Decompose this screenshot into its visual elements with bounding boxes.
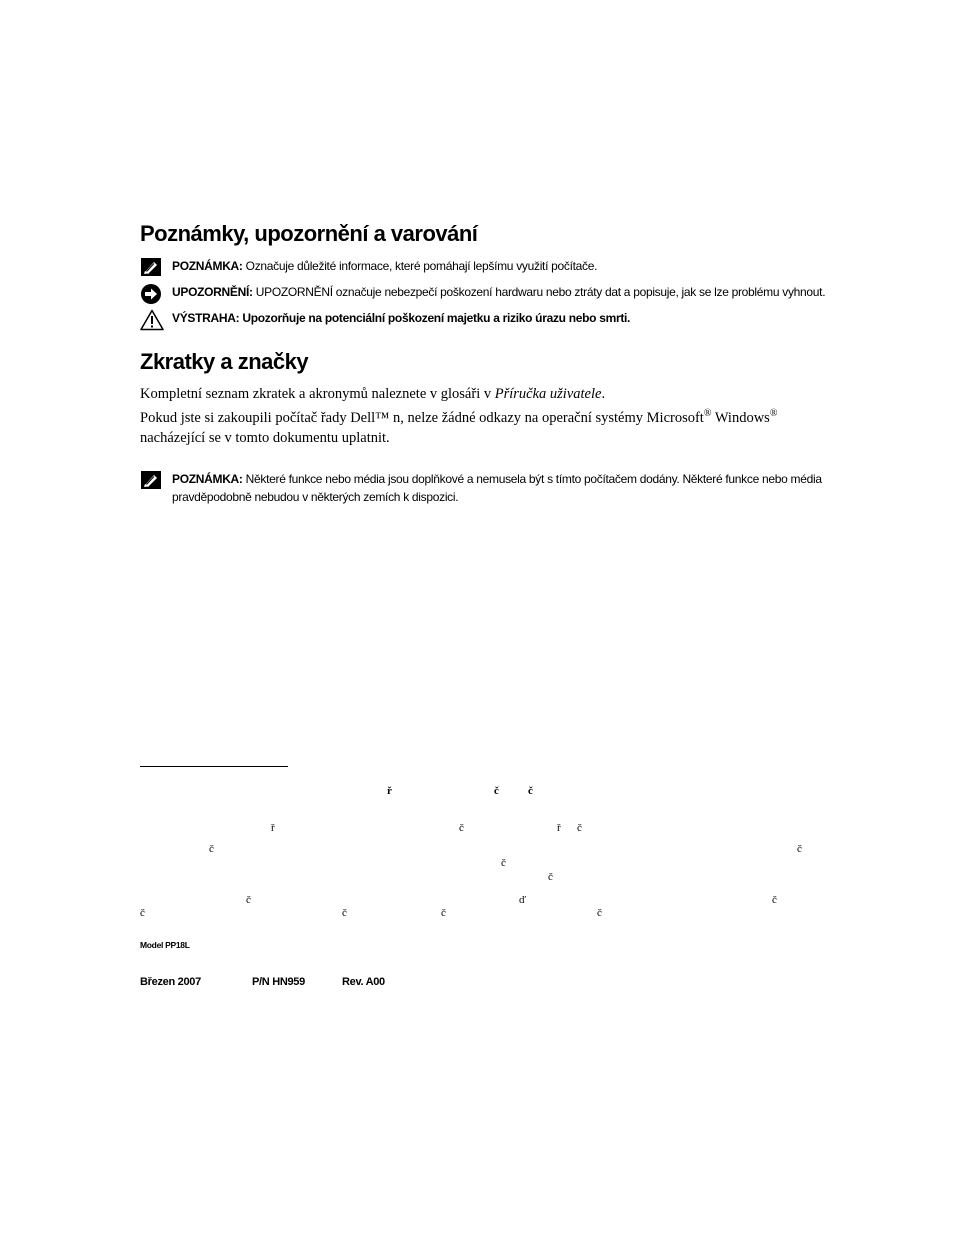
glossary-suffix: . — [601, 386, 606, 402]
footnote-divider — [140, 766, 288, 767]
section-title-abbreviations: Zkratky a značky — [140, 349, 309, 374]
warning-triangle-icon — [140, 309, 164, 331]
registered-mark: ® — [703, 408, 712, 420]
glyph-fragment: č — [548, 871, 553, 883]
note2-label: POZNÁMKA: — [172, 472, 243, 486]
glyph-fragment: č — [772, 894, 777, 906]
caution-arrow-icon — [140, 283, 164, 305]
glyph-fragment: č — [494, 785, 499, 797]
caution-label: UPOZORNĚNÍ: — [172, 285, 253, 299]
glyph-fragment: č — [140, 907, 145, 919]
glyph-fragment: č — [597, 907, 602, 919]
windows-text-c: nacházející se v tomto dokumentu uplatnit. — [140, 430, 390, 446]
footer-date: Březen 2007 — [140, 976, 201, 988]
windows-text-b: Windows — [711, 410, 770, 426]
glyph-fragment: č — [797, 843, 802, 855]
note2-text: Některé funkce nebo média jsou doplňkové a nemusela být s tímto počítačem dodány. Některé funkce nebo média pravděpodobně nebudou v některých zemích k dispozici. — [172, 472, 822, 504]
windows-paragraph — [140, 408, 830, 448]
warning-text: Upozorňuje na potenciální poškození majetku a riziko úrazu nebo smrti. — [242, 311, 631, 325]
footer-revision: Rev. A00 — [342, 976, 385, 988]
caution-text: UPOZORNĚNÍ označuje nebezpečí poškození hardwaru nebo ztráty dat a popisuje, jak se lze problému vyhnout. — [255, 285, 826, 299]
footer-part-number: P/N HN959 — [252, 976, 305, 988]
warning-label: VÝSTRAHA: — [172, 311, 240, 325]
glyph-fragment: č — [459, 822, 464, 834]
pencil-note-icon — [140, 257, 164, 279]
section-title-notes: Poznámky, upozornění a varování — [140, 221, 478, 246]
glyph-fragment: ď — [519, 894, 527, 906]
windows-text-a: Pokud jste si zakoupili počítač řady Dell™ n, nelze žádné odkazy na operační systémy Microsoft — [140, 410, 704, 426]
document-footer — [140, 976, 385, 988]
glyph-fragment: č — [342, 907, 347, 919]
glyph-fragment: ř — [271, 822, 275, 834]
model-number: Model PP18L — [140, 940, 190, 950]
glyph-fragment: č — [246, 894, 251, 906]
note-row-2 — [140, 470, 832, 506]
glossary-text: Kompletní seznam zkratek a akronymů naleznete v glosáři v — [140, 386, 495, 402]
caution-row — [140, 283, 825, 305]
warning-row — [140, 309, 630, 331]
glyph-fragment: ř — [557, 822, 561, 834]
user-guide-title: Příručka uživatele — [494, 386, 602, 402]
glyph-fragment: č — [441, 907, 446, 919]
glyph-fragment: č — [209, 843, 214, 855]
note-text: Označuje důležité informace, které pomáhají lepšímu využití počítače. — [245, 259, 598, 273]
pencil-note-icon — [140, 470, 164, 492]
glyph-fragment: č — [528, 785, 533, 797]
glyph-fragment: č — [501, 857, 506, 869]
note-label: POZNÁMKA: — [172, 259, 243, 273]
glossary-paragraph — [140, 384, 605, 404]
glyph-fragment: ř — [387, 785, 392, 797]
note-row — [140, 257, 597, 279]
registered-mark: ® — [769, 408, 778, 420]
glyph-fragment: č — [577, 822, 582, 834]
